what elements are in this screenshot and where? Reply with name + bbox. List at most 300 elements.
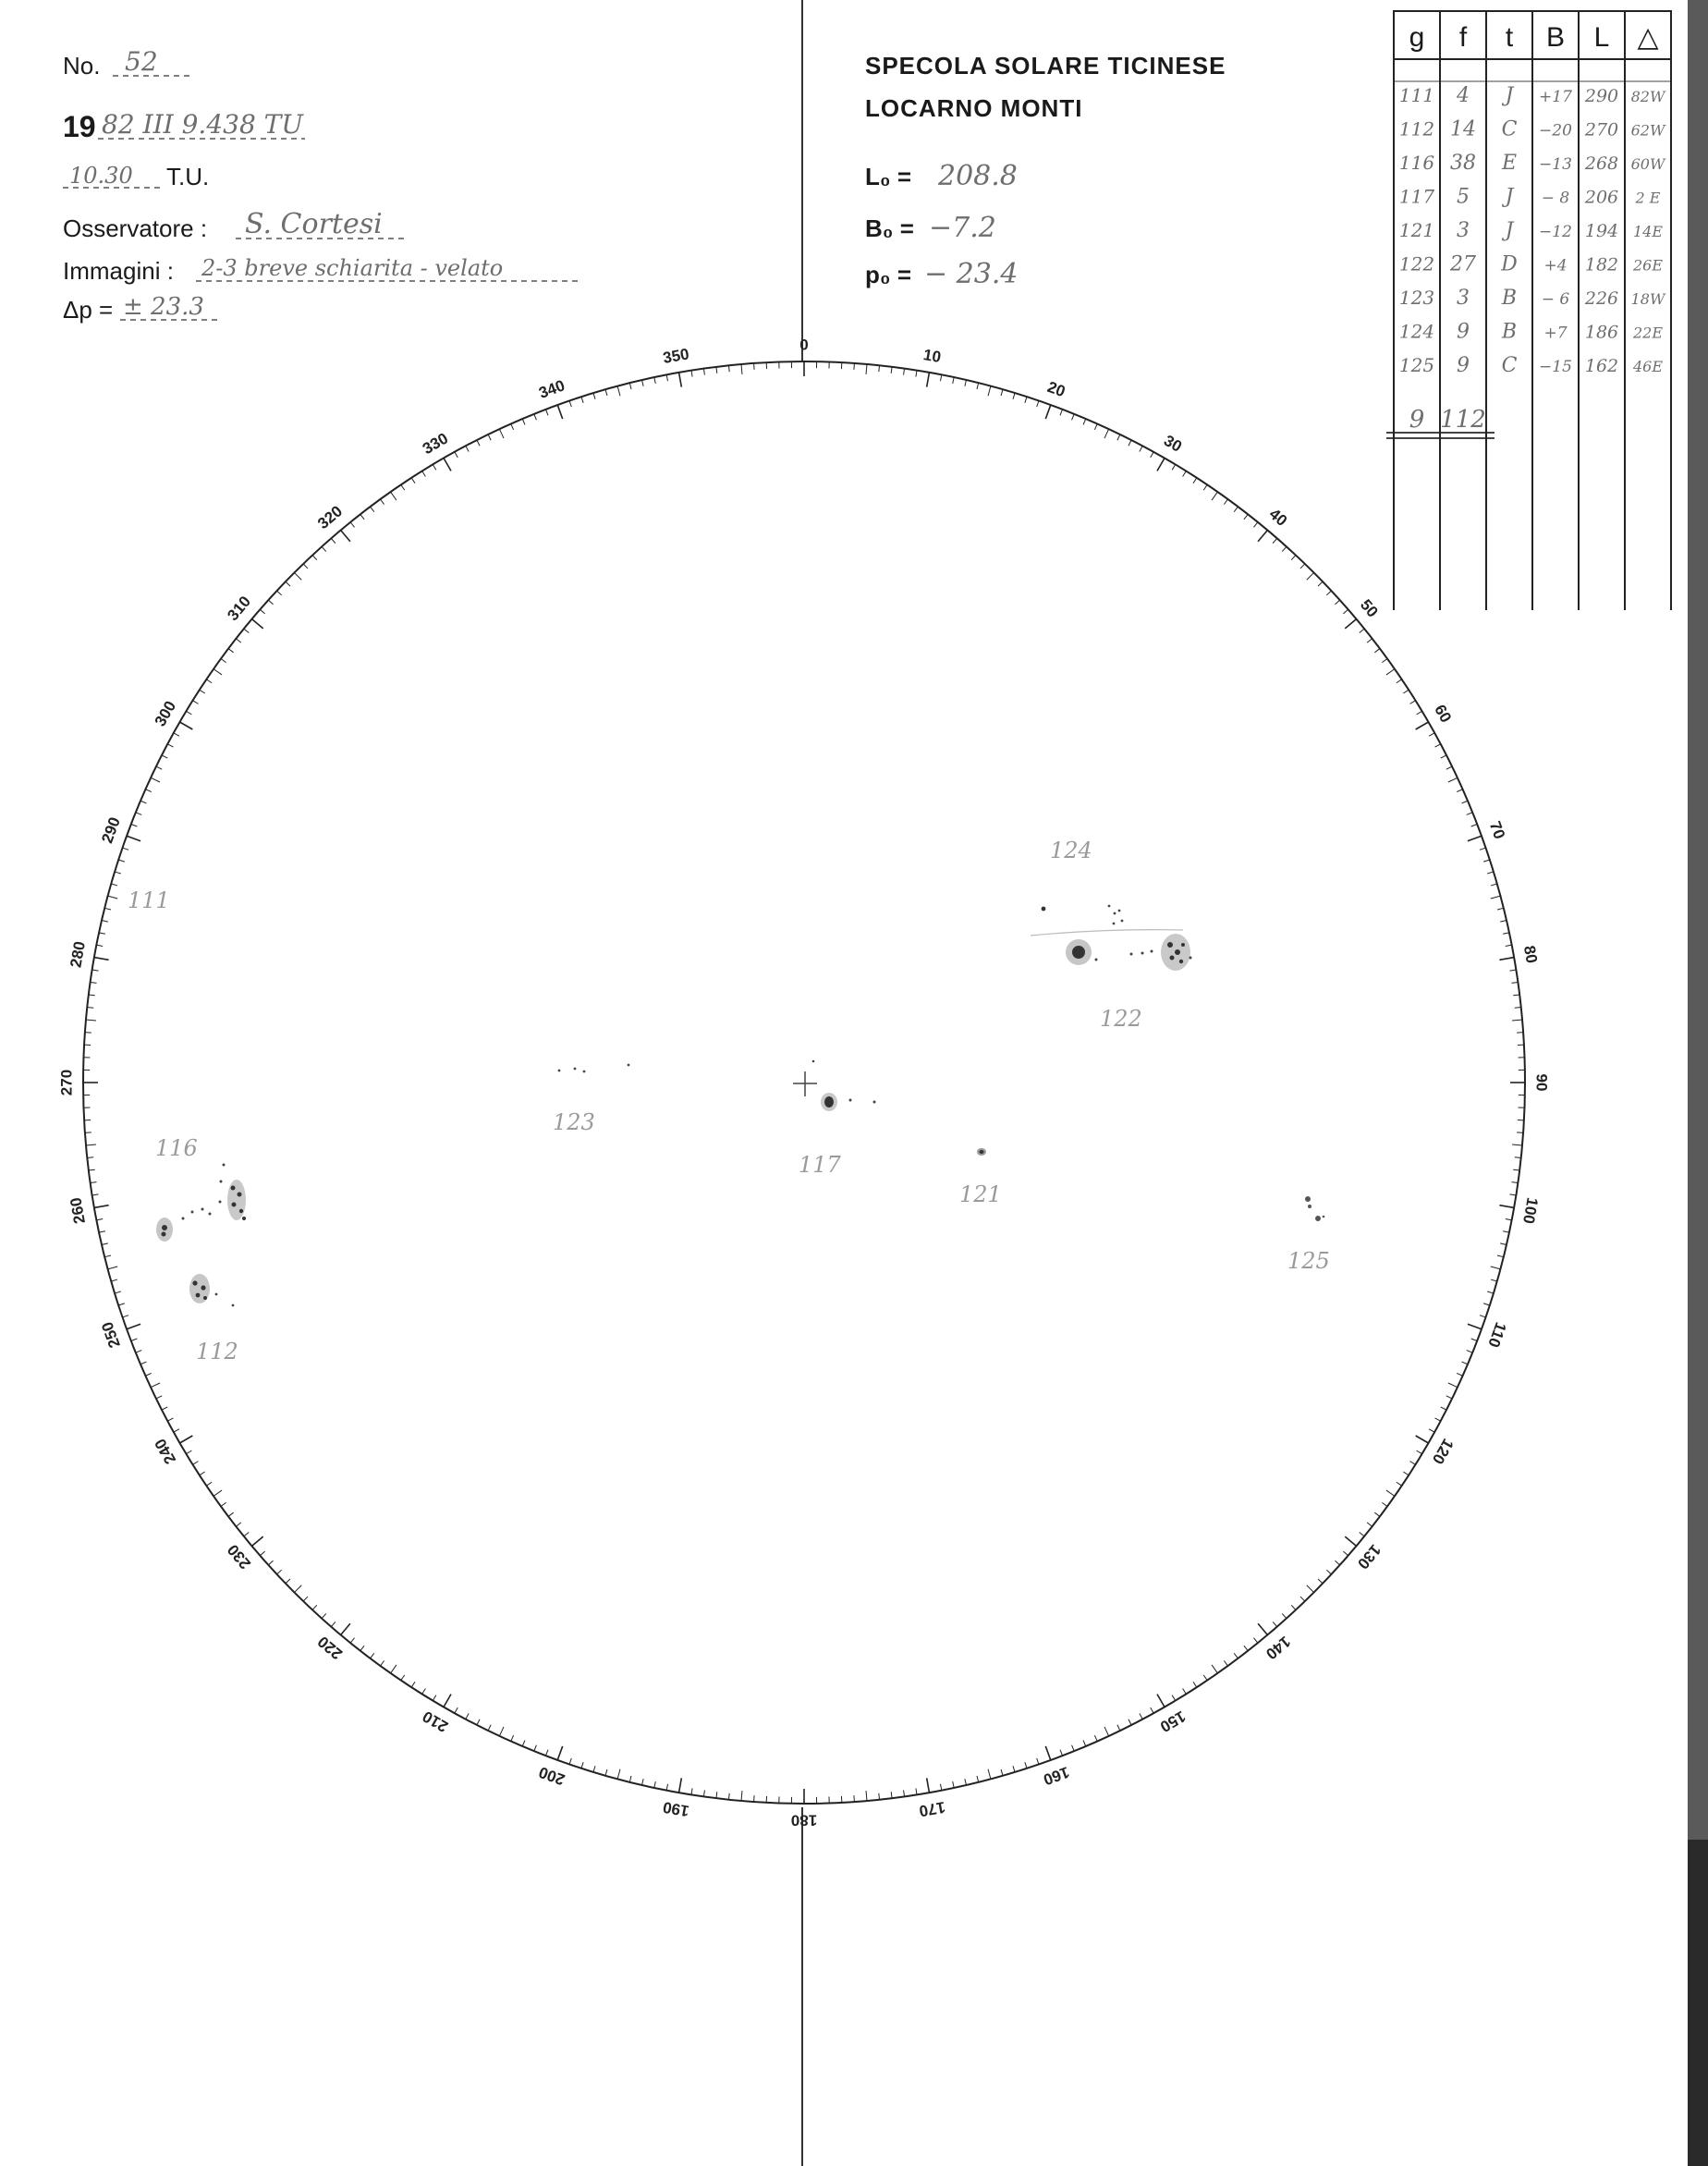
angle-tick — [466, 1714, 469, 1719]
angle-tick — [115, 872, 121, 874]
table-cell: 290 — [1584, 86, 1619, 106]
angle-tick — [1468, 1324, 1482, 1328]
angle-tick — [1307, 572, 1314, 580]
angle-label-270: 270 — [57, 1069, 76, 1096]
angle-tick — [1157, 1695, 1165, 1707]
angle-tick — [617, 386, 620, 397]
angle-tick — [244, 1532, 249, 1536]
angle-tick — [122, 848, 128, 850]
angle-tick — [977, 383, 979, 389]
angle-tick — [251, 1536, 262, 1546]
group-label-117: 117 — [799, 1152, 841, 1178]
angle-tick — [1224, 499, 1227, 505]
angle-tick — [1403, 1472, 1409, 1475]
angle-tick — [193, 1462, 199, 1465]
angle-tick — [1300, 564, 1305, 569]
angle-tick — [1382, 659, 1387, 663]
angle-tick — [891, 1792, 892, 1798]
angle-tick — [1172, 1695, 1176, 1701]
angle-tick — [455, 452, 458, 458]
table-cell: 268 — [1584, 153, 1619, 174]
angle-tick — [1511, 1182, 1518, 1183]
angle-label-220: 220 — [314, 1632, 347, 1663]
angle-tick — [666, 1784, 667, 1791]
angle-tick — [703, 369, 704, 375]
table-cell: 162 — [1584, 356, 1619, 376]
angle-tick — [1183, 1689, 1187, 1695]
angle-tick — [1234, 507, 1238, 512]
angle-tick — [322, 1613, 326, 1618]
angle-tick — [1282, 546, 1287, 551]
angle-tick — [1374, 1512, 1380, 1516]
angle-tick — [569, 1758, 571, 1765]
group-label-111: 111 — [128, 887, 170, 913]
angle-tick — [102, 921, 108, 923]
angle-tick — [1462, 1362, 1468, 1364]
angle-tick — [411, 478, 415, 483]
angle-tick — [1273, 538, 1277, 543]
position-angle-labels — [58, 337, 1551, 1829]
angle-tick — [741, 1791, 742, 1801]
sunspot-group-112-drawing — [189, 1274, 234, 1306]
angle-tick — [1203, 484, 1207, 490]
angle-label-30: 30 — [1161, 431, 1185, 456]
table-header-delta: △ — [1637, 22, 1659, 53]
table-cell: 111 — [1398, 84, 1435, 106]
angle-tick — [1386, 1490, 1395, 1496]
angle-tick — [1360, 629, 1364, 632]
table-cell: 124 — [1398, 320, 1435, 343]
angle-label-60: 60 — [1431, 702, 1456, 726]
angle-tick — [988, 386, 991, 397]
angle-tick — [1467, 1351, 1472, 1353]
angle-tick — [174, 733, 179, 736]
angle-tick — [156, 1396, 162, 1399]
angle-tick — [92, 1194, 99, 1195]
group-label-124: 124 — [1050, 838, 1092, 863]
angle-tick — [1094, 423, 1097, 429]
angle-tick — [104, 1255, 111, 1257]
angle-tick — [569, 400, 571, 407]
angle-tick — [341, 1623, 350, 1634]
angle-tick — [236, 1523, 241, 1526]
angle-tick — [1506, 945, 1512, 946]
p0-label: p₀ = — [865, 261, 912, 288]
angle-tick — [1253, 522, 1257, 527]
table-row — [1399, 253, 1663, 276]
angle-tick — [87, 1007, 93, 1008]
angle-tick — [433, 1695, 436, 1701]
angle-tick — [691, 1788, 692, 1794]
angle-tick — [145, 1373, 151, 1376]
angle-label-10: 10 — [921, 346, 943, 367]
time-value: 10.30 — [69, 163, 133, 189]
angle-tick — [1483, 860, 1490, 862]
angle-tick — [1300, 1597, 1305, 1601]
angle-tick — [1471, 824, 1478, 826]
no-value: 52 — [125, 46, 158, 77]
date-value: 82 III 9.438 TU — [102, 109, 303, 140]
angle-label-230: 230 — [224, 1540, 255, 1572]
table-cell: 38 — [1450, 152, 1476, 175]
angle-tick — [1441, 1407, 1446, 1410]
angle-tick — [1403, 690, 1409, 693]
angle-tick — [629, 1776, 631, 1782]
angle-tick — [151, 1383, 160, 1388]
angle-tick — [1360, 1532, 1364, 1536]
angle-tick — [1258, 530, 1267, 541]
table-cell: 270 — [1584, 119, 1619, 141]
angle-tick — [965, 1779, 967, 1785]
angle-tick — [666, 374, 667, 381]
angle-tick — [654, 377, 655, 384]
angle-tick — [371, 1653, 374, 1658]
angle-tick — [151, 777, 160, 782]
angle-tick — [108, 896, 118, 899]
angle-tick — [1343, 609, 1348, 614]
angle-tick — [1512, 1144, 1522, 1145]
angle-tick — [206, 679, 212, 683]
table-cell: 123 — [1398, 287, 1435, 309]
table-header-L: L — [1593, 22, 1610, 53]
angle-tick — [127, 1324, 140, 1328]
angle-tick — [1318, 581, 1323, 586]
angle-tick — [1224, 1660, 1227, 1666]
table-row — [1399, 354, 1663, 377]
angle-tick — [477, 1719, 480, 1725]
sunspot-group-125-drawing — [1305, 1196, 1324, 1221]
table-cell: 194 — [1584, 221, 1619, 241]
angle-tick — [1212, 492, 1217, 500]
angle-tick — [381, 499, 384, 505]
angle-tick — [1446, 1396, 1452, 1399]
angle-label-150: 150 — [1156, 1707, 1190, 1736]
angle-label-210: 210 — [419, 1707, 452, 1736]
angle-tick — [605, 389, 607, 396]
angle-tick — [1318, 1579, 1323, 1584]
table-cell: 27 — [1450, 252, 1476, 276]
angle-label-70: 70 — [1485, 818, 1509, 842]
table-header-g: g — [1409, 22, 1425, 53]
angle-tick — [1374, 649, 1380, 653]
angle-tick — [341, 530, 350, 541]
group-label-116: 116 — [155, 1135, 198, 1161]
angle-tick — [522, 419, 525, 424]
angle-tick — [411, 1682, 415, 1687]
angle-tick — [1172, 464, 1176, 470]
group-label-125: 125 — [1287, 1248, 1330, 1274]
angle-tick — [1457, 1373, 1462, 1376]
angle-tick — [1503, 933, 1509, 934]
angle-tick — [703, 1790, 704, 1796]
angle-tick — [131, 1339, 138, 1341]
angle-tick — [102, 1243, 108, 1245]
angle-tick — [331, 1621, 336, 1626]
angle-tick — [401, 1675, 405, 1681]
group-label-121: 121 — [959, 1181, 1002, 1207]
angle-tick — [1072, 414, 1075, 420]
angle-tick — [728, 365, 729, 372]
angle-tick — [206, 1482, 212, 1486]
angle-tick — [244, 629, 249, 632]
angle-label-340: 340 — [536, 376, 567, 402]
angle-label-290: 290 — [98, 814, 124, 846]
angle-tick — [1435, 744, 1441, 747]
angle-tick — [1083, 419, 1086, 424]
table-cell: 2 E — [1635, 189, 1661, 207]
images-value: 2-3 breve schiarita - velato — [201, 255, 504, 281]
angle-tick — [1140, 446, 1142, 451]
angle-tick — [86, 1144, 96, 1145]
angle-tick — [115, 1291, 121, 1293]
table-cell: −13 — [1539, 155, 1572, 174]
angle-tick — [1397, 679, 1402, 683]
angle-label-280: 280 — [67, 939, 89, 970]
angle-label-50: 50 — [1356, 595, 1382, 621]
angle-tick — [1410, 1462, 1416, 1465]
angle-tick — [477, 440, 480, 446]
angle-tick — [642, 380, 644, 386]
angle-tick — [1467, 813, 1472, 815]
angle-tick — [1386, 669, 1395, 675]
observer-value: S. Cortesi — [245, 208, 383, 240]
angle-tick — [86, 1020, 96, 1021]
angle-tick — [422, 1689, 426, 1695]
angle-label-130: 130 — [1353, 1540, 1385, 1572]
table-cell: B — [1501, 320, 1518, 344]
angle-tick — [180, 722, 193, 729]
angle-tick — [1513, 995, 1519, 996]
angle-tick — [1335, 1560, 1339, 1565]
no-label: No. — [63, 52, 101, 80]
angle-tick — [1509, 1194, 1516, 1195]
angle-tick — [977, 1776, 979, 1782]
angle-tick — [904, 369, 905, 375]
table-cell: 26E — [1632, 256, 1664, 275]
angle-tick — [741, 364, 742, 374]
angle-tick — [162, 1407, 167, 1410]
angle-tick — [1468, 836, 1482, 840]
angle-tick — [654, 1781, 655, 1788]
angle-tick — [1094, 1735, 1097, 1741]
table-cell: 18W — [1630, 290, 1665, 308]
angle-tick — [488, 434, 491, 440]
observatory-block — [865, 52, 1226, 290]
angle-tick — [1435, 1418, 1441, 1421]
angle-tick — [1193, 478, 1197, 483]
angle-tick — [140, 1362, 146, 1364]
angle-tick — [145, 789, 151, 792]
angle-tick — [1117, 1725, 1120, 1731]
angle-tick — [1500, 1243, 1507, 1245]
angle-tick — [728, 1793, 729, 1800]
angle-tick — [1072, 1745, 1075, 1751]
angle-label-110: 110 — [1484, 1319, 1510, 1351]
angle-tick — [228, 1512, 234, 1516]
angle-tick — [221, 1502, 226, 1506]
angle-tick — [1244, 1646, 1248, 1651]
table-cell: 206 — [1584, 187, 1619, 208]
angle-tick — [156, 766, 162, 769]
angle-tick — [1151, 1707, 1153, 1713]
angle-tick — [1487, 1291, 1494, 1293]
angle-tick — [1367, 1523, 1372, 1526]
table-cell: 3 — [1457, 287, 1470, 310]
angle-tick — [1497, 1255, 1504, 1257]
angle-tick — [642, 1779, 644, 1785]
table-cell: J — [1505, 219, 1514, 242]
table-cell: 3 — [1457, 219, 1470, 242]
table-cell: 125 — [1398, 354, 1435, 376]
table-cell: C — [1501, 117, 1518, 141]
angle-tick — [1258, 1623, 1267, 1634]
angle-label-90: 90 — [1532, 1073, 1551, 1092]
table-cell: 62W — [1630, 121, 1665, 140]
angle-tick — [691, 371, 692, 377]
angle-tick — [679, 1778, 682, 1793]
angle-tick — [866, 364, 867, 374]
angle-label-250: 250 — [98, 1319, 124, 1351]
angle-tick — [312, 556, 317, 560]
angle-tick — [879, 365, 880, 372]
angle-tick — [904, 1790, 905, 1796]
angle-tick — [1441, 755, 1446, 758]
angle-label-350: 350 — [661, 345, 691, 367]
angle-tick — [1509, 970, 1516, 971]
sunspot-group-121-drawing — [977, 1148, 986, 1156]
header-block — [63, 46, 582, 324]
table-cell: C — [1501, 354, 1518, 377]
angle-tick — [1448, 1383, 1458, 1388]
angle-tick — [1446, 766, 1452, 769]
year-prefix: 19 — [63, 110, 96, 143]
angle-tick — [391, 1665, 396, 1673]
l0-label: L₀ = — [865, 163, 912, 190]
angle-tick — [617, 1769, 620, 1780]
angle-tick — [1001, 389, 1003, 396]
angle-tick — [1382, 1502, 1387, 1506]
sunspot-group-117-drawing — [812, 1060, 876, 1111]
angle-tick — [1117, 434, 1120, 440]
angle-tick — [1480, 848, 1486, 850]
table-cell: 9 — [1457, 354, 1470, 377]
angle-tick — [1244, 514, 1248, 520]
table-cell: 117 — [1398, 185, 1435, 208]
table-totals-row — [1409, 406, 1486, 434]
angle-tick — [581, 1762, 583, 1768]
angle-tick — [1416, 722, 1429, 729]
angle-tick — [94, 1205, 109, 1208]
angle-label-330: 330 — [419, 429, 452, 459]
angle-label-140: 140 — [1262, 1632, 1294, 1663]
table-row — [1399, 186, 1661, 209]
table-cell: +7 — [1543, 324, 1568, 343]
angle-tick — [927, 373, 930, 387]
angle-tick — [891, 367, 892, 373]
angle-tick — [1480, 1316, 1486, 1317]
angle-tick — [99, 1231, 105, 1232]
angle-tick — [200, 1472, 205, 1475]
angle-label-300: 300 — [151, 697, 180, 730]
angle-tick — [1511, 982, 1518, 983]
angle-label-240: 240 — [151, 1435, 180, 1468]
angle-tick — [965, 380, 967, 386]
angle-tick — [89, 1169, 95, 1170]
angle-tick — [111, 884, 117, 886]
angle-tick — [89, 995, 95, 996]
table-cell: D — [1501, 252, 1518, 276]
table-cell: 82W — [1630, 88, 1665, 105]
angle-label-260: 260 — [67, 1195, 89, 1226]
angle-tick — [1416, 1436, 1429, 1443]
table-column-lines — [1394, 11, 1671, 610]
sunspot-group-123-drawing — [558, 1064, 630, 1073]
table-cell: 4 — [1457, 84, 1470, 107]
angle-tick — [1307, 1585, 1314, 1593]
angle-tick — [1282, 1613, 1287, 1618]
angle-tick — [127, 836, 140, 840]
angle-tick — [1037, 400, 1039, 407]
angle-tick — [499, 1727, 504, 1736]
angle-tick — [927, 1778, 930, 1793]
scanner-edge-upper — [1688, 0, 1708, 1840]
angle-tick — [879, 1793, 880, 1800]
angle-tick — [545, 410, 548, 416]
angle-tick — [433, 464, 436, 470]
position-angle-ticks — [83, 361, 1525, 1804]
angle-tick — [455, 1707, 458, 1713]
angle-tick — [104, 908, 111, 910]
table-row — [1399, 321, 1663, 344]
angle-tick — [1060, 410, 1063, 416]
angle-tick — [1417, 711, 1422, 715]
table-cell: 186 — [1584, 322, 1619, 343]
group-label-112: 112 — [196, 1339, 238, 1364]
angle-tick — [1037, 1758, 1039, 1765]
angle-tick — [1128, 440, 1131, 446]
observatory-name: SPECOLA SOLARE TICINESE — [865, 52, 1226, 80]
angle-tick — [679, 373, 682, 387]
table-cell: J — [1505, 185, 1514, 209]
angle-tick — [1234, 1653, 1238, 1658]
angle-tick — [140, 801, 146, 803]
angle-tick — [1429, 1429, 1434, 1432]
angle-tick — [1506, 1218, 1512, 1219]
angle-tick — [200, 690, 205, 693]
table-cell: 122 — [1398, 252, 1435, 275]
angle-tick — [294, 1585, 301, 1593]
angle-tick — [94, 958, 109, 961]
angle-tick — [593, 393, 595, 399]
angle-tick — [371, 507, 374, 512]
angle-tick — [1500, 921, 1507, 923]
table-cell: 22E — [1632, 324, 1664, 342]
angle-tick — [1060, 1750, 1063, 1756]
table-cell: 112 — [1398, 117, 1435, 141]
table-cell: 116 — [1398, 152, 1435, 174]
table-header-B: B — [1545, 22, 1566, 53]
angle-tick — [466, 446, 469, 451]
sunspot-group-122-drawing — [1031, 930, 1192, 971]
angle-tick — [401, 484, 405, 490]
angle-tick — [111, 1279, 117, 1281]
angle-tick — [350, 522, 354, 527]
angle-label-190: 190 — [661, 1798, 691, 1820]
table-row — [1399, 219, 1663, 242]
angle-tick — [1128, 1719, 1131, 1725]
angle-tick — [303, 1597, 308, 1601]
angle-tick — [122, 1316, 128, 1317]
